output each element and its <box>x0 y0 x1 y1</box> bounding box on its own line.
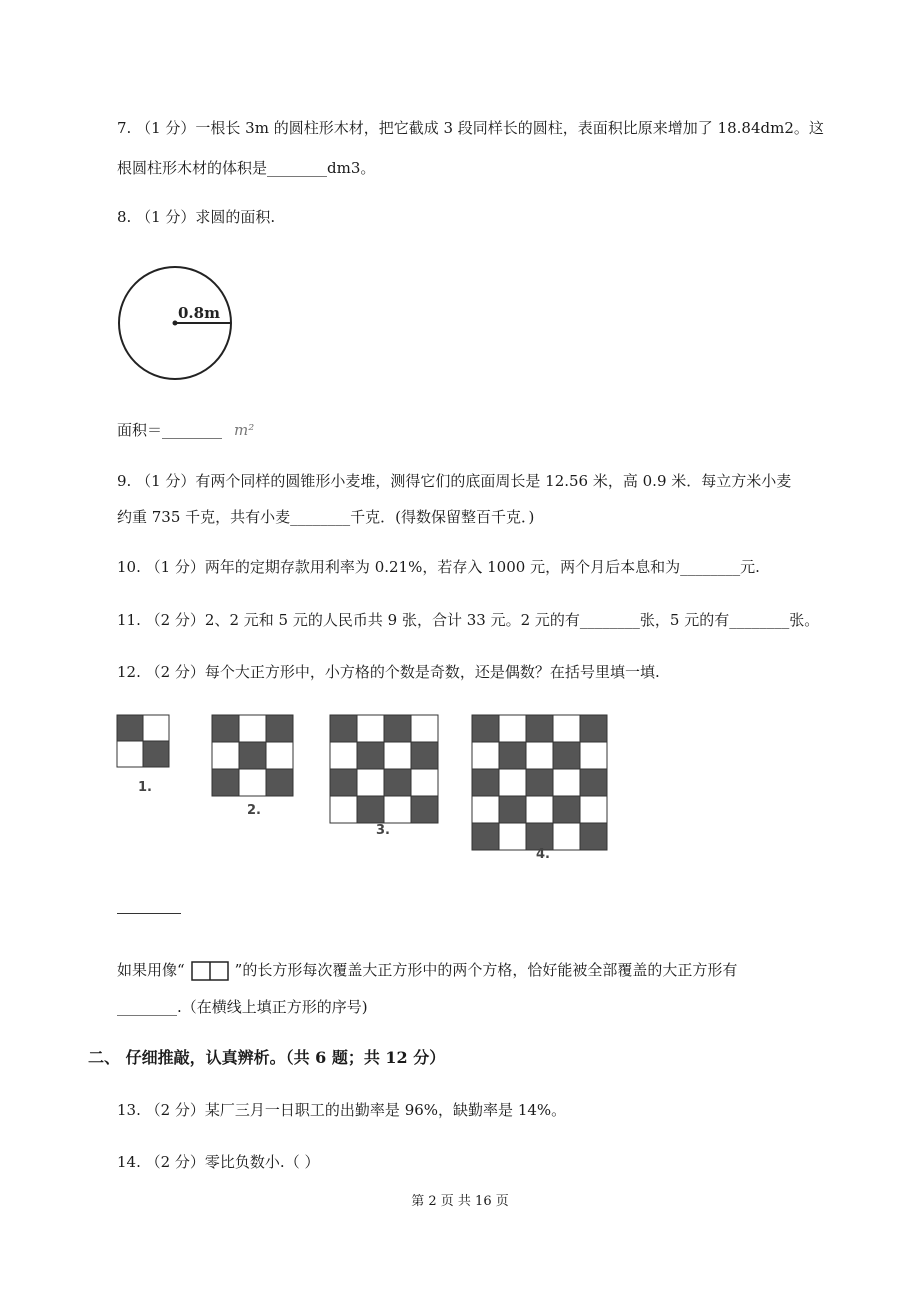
circle-figure <box>112 265 242 385</box>
checkerboard-3-cell <box>411 715 438 742</box>
checkerboard-3-cell <box>384 769 411 796</box>
question-8-answer <box>117 419 254 441</box>
question-14-text: 14. （2 分）零比负数小.（ ） <box>117 1153 320 1171</box>
checkerboard-3-cell <box>411 742 438 769</box>
checkerboard-2-cell <box>212 715 239 742</box>
checkerboard-4-cell <box>499 796 526 823</box>
checkerboard-label-4: 4. <box>536 847 550 862</box>
question-8-text: 8. （1 分）求圆的面积. <box>117 208 276 226</box>
checkerboard-4-cell <box>580 823 607 850</box>
checkerboard-2 <box>212 715 293 796</box>
checkerboard-4-cell <box>526 796 553 823</box>
checkerboard-2-cell <box>266 769 293 796</box>
checkerboard-3-cell <box>357 715 384 742</box>
checkerboard-4-cell <box>472 796 499 823</box>
checkerboard-2-cell <box>266 715 293 742</box>
question-9-line-2: 约重 735 千克，共有小麦________千克．(得数保留整百千克．) <box>117 508 535 526</box>
question-10-text: 10. （1 分）两年的定期存款用利率为 0.21%，若存入 1000 元，两个月后本息和为________元. <box>117 558 760 576</box>
section-2-title: 二、 仔细推敲，认真辨析。（共 6 题；共 12 分） <box>88 1048 446 1067</box>
checkerboard-1-cell <box>117 715 143 741</box>
checkerboard-3 <box>330 715 438 823</box>
checkerboard-3-cell <box>330 742 357 769</box>
checkerboard-3-cell <box>330 796 357 823</box>
checkerboard-1-cell <box>143 715 169 741</box>
note-prefix: 如果用像“ <box>117 961 185 979</box>
checkerboard-3-cell <box>411 796 438 823</box>
question-9-line-1: 9. （1 分）有两个同样的圆锥形小麦堆，测得它们的底面周长是 12.56 米，高 0.9 米．每立方米小麦 <box>117 472 792 490</box>
unit-m2: m² <box>234 421 255 439</box>
radius-label: 0.8m <box>178 304 220 322</box>
checkerboard-4 <box>472 715 607 850</box>
checkerboard-4-cell <box>472 823 499 850</box>
checkerboard-3-cell <box>384 742 411 769</box>
checkerboard-2-cell <box>239 715 266 742</box>
checkerboard-4-cell <box>499 742 526 769</box>
checkerboard-4-cell <box>499 823 526 850</box>
checkerboard-4-cell <box>580 769 607 796</box>
checkerboard-1-cell <box>117 741 143 767</box>
checkerboard-4-cell <box>526 823 553 850</box>
question-12-note-line-1 <box>117 959 737 981</box>
checkerboard-2-cell <box>212 742 239 769</box>
domino-rectangle-icon <box>191 961 229 981</box>
checkerboard-4-cell <box>553 796 580 823</box>
checkerboard-2-cell <box>239 742 266 769</box>
checkerboard-2-cell <box>266 742 293 769</box>
checkerboard-3-cell <box>384 796 411 823</box>
answer-blank-line <box>117 913 181 914</box>
checkerboard-3-cell <box>411 769 438 796</box>
checkerboard-3-cell <box>330 769 357 796</box>
center-dot <box>173 321 178 326</box>
checkerboard-4-cell <box>553 715 580 742</box>
question-13-text: 13. （2 分）某厂三月一日职工的出勤率是 96%，缺勤率是 14%。 <box>117 1101 567 1119</box>
checkerboard-label-2: 2. <box>247 803 261 818</box>
checkerboard-4-cell <box>526 769 553 796</box>
checkerboard-label-3: 3. <box>376 823 390 838</box>
question-11-text: 11. （2 分）2、2 元和 5 元的人民币共 9 张，合计 33 元。2 元的有________张，5 元的有________张。 <box>117 611 820 629</box>
checkerboard-4-cell <box>499 715 526 742</box>
checkerboard-4-cell <box>526 742 553 769</box>
note-suffix: ”的长方形每次覆盖大正方形中的两个方格，恰好能被全部覆盖的大正方形有 <box>234 961 738 979</box>
checkerboard-4-cell <box>499 769 526 796</box>
question-7-line-1: 7. （1 分）一根长 3m 的圆柱形木材，把它截成 3 段同样长的圆柱，表面积比原来增加了 18.84dm2。这 <box>117 119 824 137</box>
question-7-line-2: 根圆柱形木材的体积是________dm3。 <box>117 159 376 177</box>
checkerboard-1 <box>117 715 169 767</box>
checkerboard-1-cell <box>143 741 169 767</box>
checkerboard-3-cell <box>384 715 411 742</box>
checkerboard-4-cell <box>472 769 499 796</box>
checkerboard-4-cell <box>553 823 580 850</box>
checkerboard-4-cell <box>472 742 499 769</box>
checkerboard-4-cell <box>526 715 553 742</box>
checkerboard-4-cell <box>580 796 607 823</box>
checkerboard-2-cell <box>239 769 266 796</box>
checkerboard-3-cell <box>330 715 357 742</box>
checkerboard-4-cell <box>553 742 580 769</box>
checkerboard-4-cell <box>472 715 499 742</box>
checkerboard-3-cell <box>357 769 384 796</box>
checkerboard-4-cell <box>580 742 607 769</box>
checkerboard-3-cell <box>357 742 384 769</box>
checkerboard-4-cell <box>553 769 580 796</box>
question-12-text: 12. （2 分）每个大正方形中，小方格的个数是奇数，还是偶数？在括号里填一填. <box>117 663 660 681</box>
checkerboard-2-cell <box>212 769 239 796</box>
checkerboard-4-cell <box>580 715 607 742</box>
area-answer-text: 面积＝________ <box>117 421 223 439</box>
page-footer: 第 2 页 共 16 页 <box>411 1194 509 1209</box>
question-12-note-line-2: ________.（在横线上填正方形的序号) <box>117 998 368 1016</box>
checkerboard-label-1: 1. <box>138 780 152 795</box>
checkerboard-3-cell <box>357 796 384 823</box>
checkerboard-figures <box>112 710 632 870</box>
